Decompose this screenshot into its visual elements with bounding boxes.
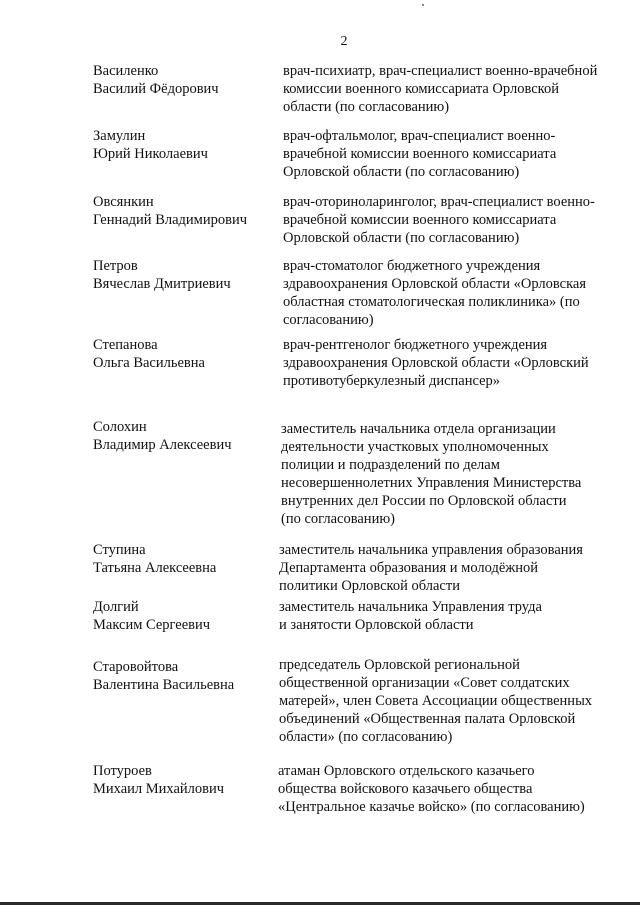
role-line: политики Орловской области: [279, 578, 460, 594]
member-given-name: Василий Фёдорович: [93, 81, 219, 97]
member-name: [93, 257, 278, 293]
member-name: [93, 336, 278, 372]
role-line: врач-оториноларинголог, врач-специалист военно-: [283, 194, 595, 210]
role-line: врач-рентгенолог бюджетного учреждения: [283, 337, 548, 353]
role-line: деятельности участковых уполномоченных: [281, 439, 549, 455]
role-line: врач-офтальмолог, врач-специалист военно-: [283, 128, 556, 144]
member-name: [93, 598, 278, 634]
role-line: полиции и подразделений по делам: [281, 457, 500, 473]
member-given-name: Геннадий Владимирович: [93, 212, 248, 228]
member-given-name: Максим Сергеевич: [93, 617, 211, 633]
member-role: [283, 62, 633, 116]
role-line: заместитель начальника Управления труда: [279, 599, 542, 615]
member-name: [93, 193, 278, 229]
member-role: [278, 762, 628, 816]
scan-speck: [422, 4, 424, 6]
member-given-name: Вячеслав Дмитриевич: [93, 276, 231, 292]
role-line: общественной организации «Совет солдатских: [279, 675, 570, 691]
member-surname: Петров: [93, 258, 138, 274]
role-line: врачебной комиссии военного комиссариата: [283, 212, 557, 228]
member-surname: Ступина: [93, 542, 146, 558]
role-line: заместитель начальника управления образования: [279, 542, 583, 558]
member-role: [283, 257, 633, 329]
member-role: [279, 598, 629, 634]
role-line: областная стоматологическая поликлиника» (по: [283, 294, 580, 310]
role-line: внутренних дел России по Орловской области: [281, 493, 567, 509]
member-role: [283, 127, 633, 181]
page-number: 2: [340, 34, 348, 49]
role-line: врач-психиатр, врач-специалист военно-врачебной: [283, 63, 598, 79]
member-given-name: Татьяна Алексеевна: [93, 560, 217, 576]
role-line: Орловской области (по согласованию): [283, 230, 520, 246]
member-name: [93, 127, 278, 163]
member-role: [281, 420, 631, 528]
role-line: Орловской области (по согласованию): [283, 164, 520, 180]
member-given-name: Владимир Алексеевич: [93, 437, 232, 453]
role-line: здравоохранения Орловской области «Орловская: [283, 276, 587, 292]
member-given-name: Ольга Васильевна: [93, 355, 205, 371]
role-line: области» (по согласованию): [279, 729, 453, 745]
role-line: атаман Орловского отдельского казачьего: [278, 763, 535, 779]
member-surname: Замулин: [93, 128, 146, 144]
role-line: противотуберкулезный диспансер»: [283, 373, 501, 389]
member-role: [279, 541, 629, 595]
member-surname: Василенко: [93, 63, 159, 79]
member-name: [93, 762, 278, 798]
member-given-name: Михаил Михайлович: [93, 781, 225, 797]
role-line: врач-стоматолог бюджетного учреждения: [283, 258, 541, 274]
member-name: [93, 62, 278, 98]
role-line: общества войскового казачьего общества: [278, 781, 533, 797]
member-role: [283, 193, 633, 247]
member-given-name: Валентина Васильевна: [93, 677, 235, 693]
role-line: «Центральное казачье войско» (по согласованию): [278, 799, 585, 815]
member-name: [93, 541, 278, 577]
member-surname: Овсянкин: [93, 194, 154, 210]
role-line: области (по согласованию): [283, 99, 450, 115]
role-line: заместитель начальника отдела организации: [281, 421, 556, 437]
member-name: [93, 658, 278, 694]
role-line: здравоохранения Орловской области «Орловский: [283, 355, 589, 371]
role-line: матерей», член Совета Ассоциации общественных: [279, 693, 593, 709]
role-line: несовершеннолетних Управления Министерства: [281, 475, 582, 491]
member-surname: Старовойтова: [93, 659, 179, 675]
role-line: Департамента образования и молодёжной: [279, 560, 539, 576]
role-line: комиссии военного комиссариата Орловской: [283, 81, 559, 97]
member-given-name: Юрий Николаевич: [93, 146, 208, 162]
role-line: и занятости Орловской области: [279, 617, 474, 633]
role-line: согласованию): [283, 312, 374, 328]
role-line: председатель Орловской региональной: [279, 657, 520, 673]
member-role: [283, 336, 633, 390]
role-line: объединений «Общественная палата Орловской: [279, 711, 576, 727]
role-line: врачебной комиссии военного комиссариата: [283, 146, 557, 162]
member-surname: Потуроев: [93, 763, 152, 779]
member-surname: Солохин: [93, 419, 147, 435]
role-line: (по согласованию): [281, 511, 395, 527]
member-role: [279, 656, 629, 746]
member-surname: Долгий: [93, 599, 139, 615]
member-name: [93, 418, 278, 454]
member-surname: Степанова: [93, 337, 158, 353]
